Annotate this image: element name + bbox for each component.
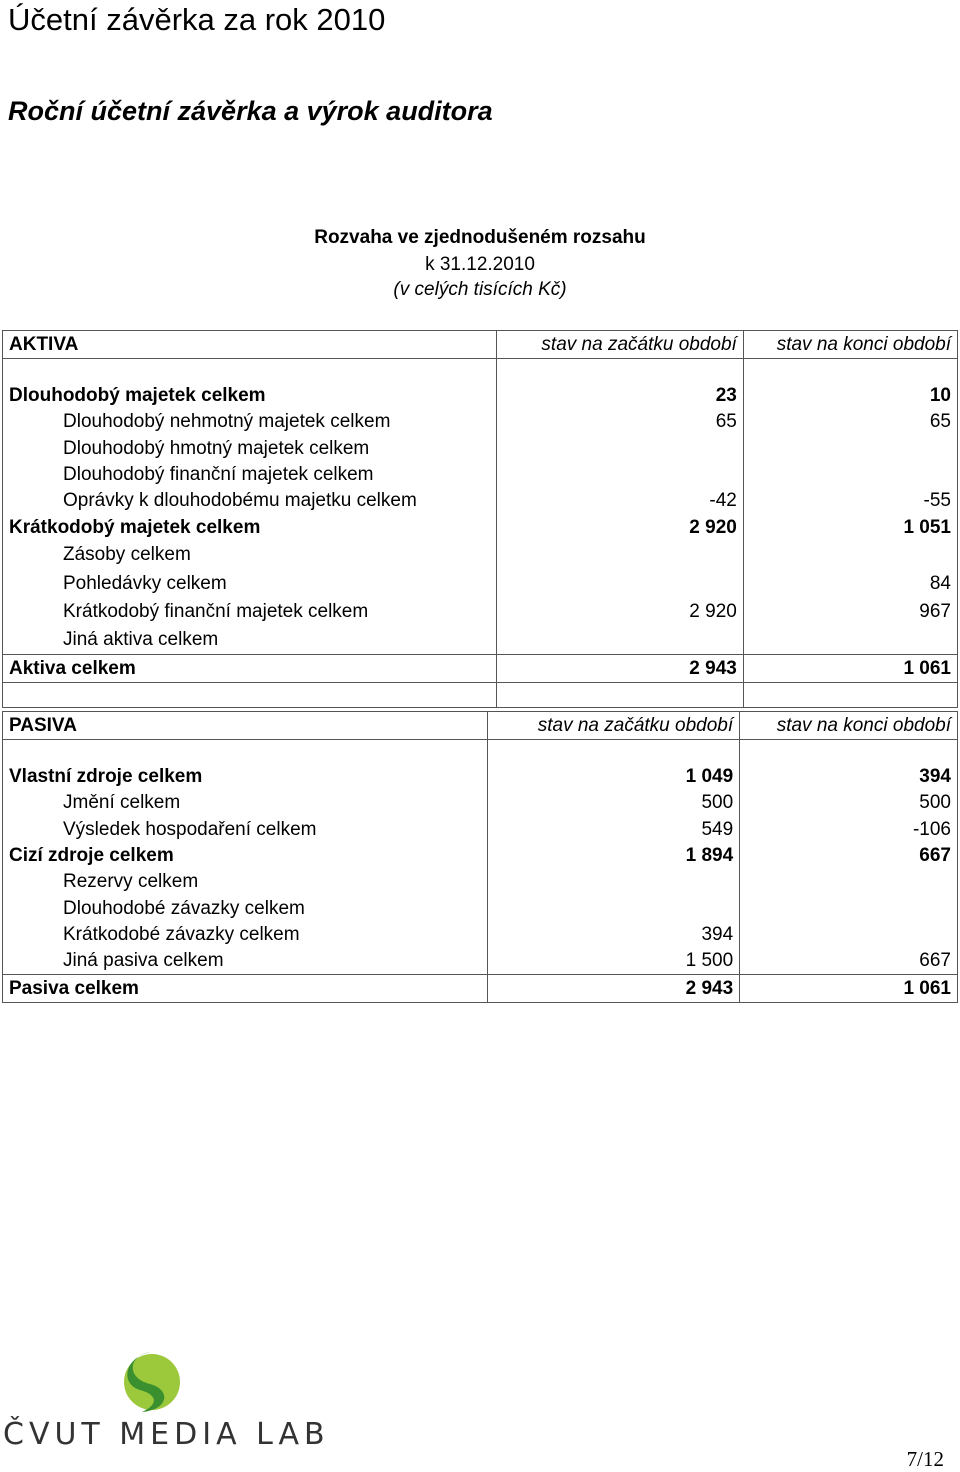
- row-start: 1 049: [487, 764, 740, 790]
- row-label: Zásoby celkem: [3, 541, 497, 570]
- row-start: 2 920: [496, 514, 743, 540]
- pasiva-table: [2, 711, 958, 1003]
- row-end: -55: [743, 488, 957, 514]
- row-label: Krátkodobý majetek celkem: [3, 514, 497, 540]
- table-row: [3, 409, 958, 435]
- row-label: Jiná aktiva celkem: [3, 625, 497, 655]
- balance-sheet-date: k 31.12.2010: [425, 254, 535, 275]
- balance-sheet-caption: Rozvaha ve zjednodušeném rozsahu: [314, 227, 646, 248]
- row-end: 500: [740, 790, 958, 816]
- total-label: Pasiva celkem: [3, 975, 488, 1003]
- row-start: 394: [487, 922, 740, 948]
- table-row: [3, 843, 958, 869]
- row-start: 1 500: [487, 948, 740, 975]
- row-label: Výsledek hospodaření celkem: [3, 817, 488, 843]
- table-row: [3, 948, 958, 975]
- table-row: [3, 570, 958, 599]
- row-end: [743, 462, 957, 488]
- row-label: Dlouhodobé závazky celkem: [3, 895, 488, 921]
- row-end: [743, 541, 957, 570]
- total-label: Aktiva celkem: [3, 655, 497, 683]
- row-end: [740, 922, 958, 948]
- row-end: 1 051: [743, 514, 957, 540]
- row-end: [743, 436, 957, 462]
- pasiva-header-end: stav na konci období: [740, 712, 958, 740]
- row-label: Rezervy celkem: [3, 869, 488, 895]
- table-row: [3, 599, 958, 625]
- row-start: [496, 436, 743, 462]
- row-start: [496, 462, 743, 488]
- row-end: 394: [740, 764, 958, 790]
- table-row: [3, 625, 958, 655]
- row-end: 84: [743, 570, 957, 599]
- aktiva-header-row: [3, 331, 958, 359]
- row-start: [496, 541, 743, 570]
- row-start: 549: [487, 817, 740, 843]
- aktiva-header-end: stav na konci období: [743, 331, 957, 359]
- row-label: Jiná pasiva celkem: [3, 948, 488, 975]
- table-row: [3, 514, 958, 540]
- row-label: Oprávky k dlouhodobému majetku celkem: [3, 488, 497, 514]
- row-end: 10: [743, 383, 957, 409]
- row-start: [496, 570, 743, 599]
- pasiva-header-start: stav na začátku období: [487, 712, 740, 740]
- row-end: -106: [740, 817, 958, 843]
- table-row: [3, 541, 958, 570]
- table-row: [3, 436, 958, 462]
- row-end: [743, 625, 957, 655]
- aktiva-table: [2, 330, 958, 708]
- document-subtitle: Roční účetní závěrka a výrok auditora: [8, 96, 493, 126]
- row-label: Pohledávky celkem: [3, 570, 497, 599]
- row-start: 500: [487, 790, 740, 816]
- aktiva-total-row: [3, 655, 958, 683]
- table-row: [3, 383, 958, 409]
- row-label: Jmění celkem: [3, 790, 488, 816]
- table-row: [3, 922, 958, 948]
- row-end: 667: [740, 843, 958, 869]
- row-start: [487, 895, 740, 921]
- table-row: [3, 462, 958, 488]
- total-end: 1 061: [743, 655, 957, 683]
- total-start: 2 943: [496, 655, 743, 683]
- pasiva-header-row: [3, 712, 958, 740]
- table-row: [3, 488, 958, 514]
- row-label: Dlouhodobý finanční majetek celkem: [3, 462, 497, 488]
- logo-text: ČVUT MEDIA LAB: [3, 1417, 330, 1452]
- row-end: 967: [743, 599, 957, 625]
- row-end: [740, 895, 958, 921]
- table-row: [3, 869, 958, 895]
- row-label: Krátkodobé závazky celkem: [3, 922, 488, 948]
- pasiva-header-label: PASIVA: [3, 712, 488, 740]
- row-start: -42: [496, 488, 743, 514]
- row-start: 1 894: [487, 843, 740, 869]
- balance-sheet-units: (v celých tisících Kč): [393, 279, 567, 300]
- row-end: [740, 869, 958, 895]
- pasiva-total-row: [3, 975, 958, 1003]
- page-number: 7/12: [906, 1447, 944, 1471]
- row-start: 2 920: [496, 599, 743, 625]
- row-label: Vlastní zdroje celkem: [3, 764, 488, 790]
- row-label: Krátkodobý finanční majetek celkem: [3, 599, 497, 625]
- row-start: 65: [496, 409, 743, 435]
- row-end: 65: [743, 409, 957, 435]
- row-label: Dlouhodobý nehmotný majetek celkem: [3, 409, 497, 435]
- table-row: [3, 764, 958, 790]
- row-start: [487, 869, 740, 895]
- row-start: [496, 625, 743, 655]
- aktiva-header-label: AKTIVA: [3, 331, 497, 359]
- row-end: 667: [740, 948, 958, 975]
- table-row: [3, 895, 958, 921]
- row-label: Cizí zdroje celkem: [3, 843, 488, 869]
- document-title: Účetní závěrka za rok 2010: [8, 2, 386, 37]
- table-row: [3, 817, 958, 843]
- row-start: 23: [496, 383, 743, 409]
- total-start: 2 943: [487, 975, 740, 1003]
- row-label: Dlouhodobý majetek celkem: [3, 383, 497, 409]
- aktiva-header-start: stav na začátku období: [496, 331, 743, 359]
- row-label: Dlouhodobý hmotný majetek celkem: [3, 436, 497, 462]
- table-row: [3, 790, 958, 816]
- total-end: 1 061: [740, 975, 958, 1003]
